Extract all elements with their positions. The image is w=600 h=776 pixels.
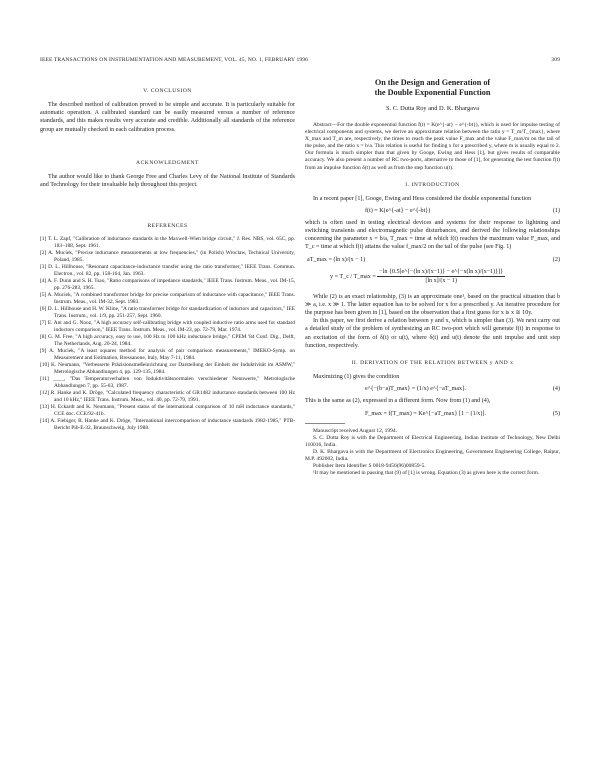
acknowledgment-paragraph: The author would like to thank George Free and Charles Levy of the National Institute of Standards and Technology for their invaluable help throughout this project. bbox=[40, 173, 295, 189]
reference-item: [4] A. F. Dunn and S. H. Tsao, "Ratio comparisons of impedance standards," IEEE Trans. Instrum. Meas., vol. IM-15, pp. 276-283, 1965. bbox=[40, 278, 295, 291]
acknowledgment-heading: ACKNOWLEDGMENT bbox=[136, 159, 199, 166]
equation-body: F_max = f(T_max) = Ke^{−aT_max} [1 − (1/x)]. bbox=[365, 410, 486, 417]
footnote: D. K. Bhargava is with the Department of Electronics Engineering, Government Engineering College, Raipur, M.P. 492002, India. bbox=[305, 448, 560, 462]
section-paragraph: This is the same as (2), expressed in a different form. Now from (1) and (4), bbox=[305, 398, 491, 405]
paper-title-line: On the Design and Generation of bbox=[374, 78, 491, 87]
footnote: S. C. Dutta Roy is with the Department of Electrical Engineering, Indian Institute of Technology, New Delhi 110016, India. bbox=[305, 434, 560, 448]
footnote-rule bbox=[305, 423, 345, 424]
reference-item: [11] ____, "Das Temperaturverhalten von Induktivitätsnormalen verschiedener Nennwerte," Metrologische Abhandlungen 7, pp. 55-63, 1987. bbox=[40, 376, 295, 389]
left-column bbox=[40, 78, 295, 432]
running-header bbox=[40, 57, 560, 63]
reference-item: [2] A. Muciek, "Precise inductance measurements at low frequencies," (in Polish) Wroclaw, Technical University, Poland, 1985. bbox=[40, 250, 295, 263]
equation-body: e^{−(b−a)T_max} = (1/x) e^{−aT_max}. bbox=[365, 386, 467, 393]
section-2-heading: II. DERIVATION OF THE RELATION BETWEEN y AND x bbox=[351, 360, 514, 367]
intro-paragraph: While (2) is an exact relationship, (3) is an approximate one¹, based on the practical situation that b ≫ a, i.e. x ≫ 1. The latter equation has to be solved for x for a prescribed y. An iterative procedure for the purpose has been given in [1], based on the observation that a first guess for x is x ≅ 10y. bbox=[305, 293, 560, 317]
equation-2 bbox=[307, 257, 560, 263]
reference-item: [5] A. Muciek, "A combined transformer bridge for precise comparison of inductance with capacitance," IEEE Trans. Instrum. Meas., vol. IM-32, Sept. 1983. bbox=[40, 292, 295, 305]
paper-title-line: the Double Exponential Function bbox=[374, 88, 491, 97]
equation-number: (2) bbox=[552, 256, 560, 263]
reference-item: [6] D. L. Hillhouse and H. W. Kline, "A ratio transformer bridge for standardization of inductors and capacitors," IEE Trans. Instrum., vol. 1/9, pp. 251-257, Sept. 1960. bbox=[40, 306, 295, 319]
intro-paragraph: In this paper, we first derive a relation between y and x, which is simpler than (3). We next carry out a detailed study of the problem of synthesizing an RC two-port which will generate f(t) in response to an excitation of the form of δ(t) or u(t), where δ(t) and u(t) denote the unit impulse and unit step function, respectively. bbox=[305, 318, 560, 349]
equation-number: (4) bbox=[552, 386, 560, 393]
equation-body: aT_max = (ln x)/(x − 1) bbox=[307, 256, 366, 263]
equation-3: y = T_c / T_max = $\frac{\text{−ln \{0.5[e\textasciicircum{}\{−(ln x)/(x−1)\} − e\textasciicircum{}\{−x(ln x)/(x−1)\}]\}}}{\text{[ln x]/(x − 1)}}$ bbox=[330, 268, 504, 284]
reference-item: [9] A. Muciek, "A least squares method for analysis of pair comparison measurements," IMEKO-Symp. on Measurement and Estimation, Bressanone, Italy, May 7-11, 1984. bbox=[40, 348, 295, 361]
intro-paragraph: which is often used in testing electrical devices and systems for their response to lightning and switching transients and electromagnetic pulse disturbances, and derived the following relationships concerning the parameter x = b/a, T_max = time at which f(t) reaches the maximum value F_max, and T_c = time at which f(t) attains the value f_max/2 on the tail of the pulse (see Fig. 1) bbox=[305, 219, 560, 251]
references-heading: REFERENCES bbox=[147, 223, 188, 230]
equation-4 bbox=[365, 386, 560, 392]
conclusion-heading: V. CONCLUSION bbox=[143, 88, 192, 94]
equation-number: (1) bbox=[552, 207, 560, 214]
paper-title bbox=[305, 78, 560, 98]
reference-item: [7] E. Ant and G. Nooz, "A high accuracy self-calibrating bridge with coupled inductive ratio arms used for standard inductors comparison," IEEE Trans. Instrum. Meas., vol. IM-23, pp. 72-79, Mar. 1974. bbox=[40, 320, 295, 333]
fraction-numerator: −ln {0.5[e^{−(ln x)/(x−1)} − e^{−x(ln x)/(x−1)}]} bbox=[379, 268, 504, 275]
reference-list bbox=[40, 236, 295, 431]
journal-name: IEEE TRANSACTIONS ON INSTRUMENTATION AND MEASUREMENT, VOL. 45, NO. 1, FEBRUARY 1996 bbox=[40, 57, 309, 63]
equation-number: (5) bbox=[552, 410, 560, 417]
equation-fraction bbox=[377, 268, 505, 285]
page-number: 309 bbox=[551, 57, 560, 63]
author-line: S. C. Dutta Roy and D. K. Bhargava bbox=[385, 105, 480, 112]
footnote: Publisher Item Identifier S 0018-9456(96)00859-5. bbox=[313, 462, 426, 469]
equation-1 bbox=[365, 208, 560, 214]
conclusion-paragraph: The described method of calibration proved to be simple and accurate. It is particularly suitable for automatic operation. A calibrated standard can be easily measured versus a number of reference standards, and this makes results very accurate and credible. Additionally all standards of the reference group are mutually checked in each calibration process. bbox=[40, 102, 295, 133]
reference-item: [10] K. Neumann, "Verbesserte Präzisionsmeßeinrichtung zur Darstellung der Einheit der Induktivität im ASMW," Metrologische Abhandlungen 4, pp. 129-135, 1984. bbox=[40, 362, 295, 375]
introduction-heading: I. INTRODUCTION bbox=[405, 181, 460, 188]
reference-item: [14] A. Fiebiger, R. Hanke and K. Dröge, "International intercomparison of inductance standards 1982-1985," PTB-Bericht Pib-E-32, Braunschweig, July 1988. bbox=[40, 418, 295, 431]
footnotes bbox=[305, 428, 560, 477]
equation-body: f(t) = K(e^{-at} − e^{-bt}) bbox=[365, 207, 431, 214]
footnote: Manuscript received August 12, 1994. bbox=[313, 427, 398, 434]
reference-item: [1] T. L. Zapf, "Calibration of inductance standards in the Maxwell-Wien bridge circuit," J. Res. NBS, vol. 65C, pp. 183–188, Sept. 1961. bbox=[40, 236, 295, 249]
equation-lhs: y = T_c / T_max bbox=[330, 273, 371, 280]
intro-paragraph: In a recent paper [1], Googe, Ewing and Hess considered the double exponential function bbox=[313, 195, 532, 202]
right-column bbox=[305, 78, 560, 477]
section-paragraph: Maximizing (1) gives the condition bbox=[313, 374, 400, 381]
reference-item: [12] R. Hanke and K. Dröge, "Calculated frequency characteristic of GR1482 inductance standards between 100 Hz and 10 kHz," IEEE Trans. Instrum. Meas., vol. 40, pp. 72-79, 1991. bbox=[40, 390, 295, 403]
footnote: ¹It may be mentioned in passing that (9) of [1] is wrong. Equation (3) as given here is the correct form. bbox=[313, 469, 540, 476]
reference-item: [3] D. L. Hillhouse, "Resonant capacitance-inductance transfer using the ratio transformer," IEEE Trans. Commun. Electron., vol. 82, pp. 158-164, Jan. 1963. bbox=[40, 264, 295, 277]
reference-item: [13] H. Eckardt and K. Neumann, "Present status of the international comparison of 10 mH inductance standards," CCE doc. CCE/92-41b. bbox=[40, 404, 295, 417]
abstract: Abstract—For the double exponential function f(t) = K(e^{-at} − e^{-bt}), which is used for impulse testing of electrical components and systems, we derive an approximate relation between the ratio y = T_m/T_{max}, where X_max and T_m are, respectively, the times to reach the peak value F_max and the value F_max/m on the tail of the pulse, and the ratio x = b/a. This relation is useful for finding x for a prescribed y, where m is usually equal to 2. Our formula is much simpler than that given by Googe, Ewing and Hess [1], but gives results of comparable accuracy. We also present a number of RC two-ports, alternative to those of [1], for generating the test function f(t) from an impulse function δ(t) as well as from the step function u(t). bbox=[305, 122, 560, 171]
equation-5 bbox=[365, 411, 560, 417]
fraction-denominator: [ln x]/(x − 1) bbox=[425, 277, 458, 284]
reference-item: [8] G. M. Free, "A high accuracy, easy to use, 100 Hz to 100 kHz inductance bridge," CPEM '84 Conf. Dig., Delft, The Netherlands, Aug. 20-24, 1984. bbox=[40, 334, 295, 347]
